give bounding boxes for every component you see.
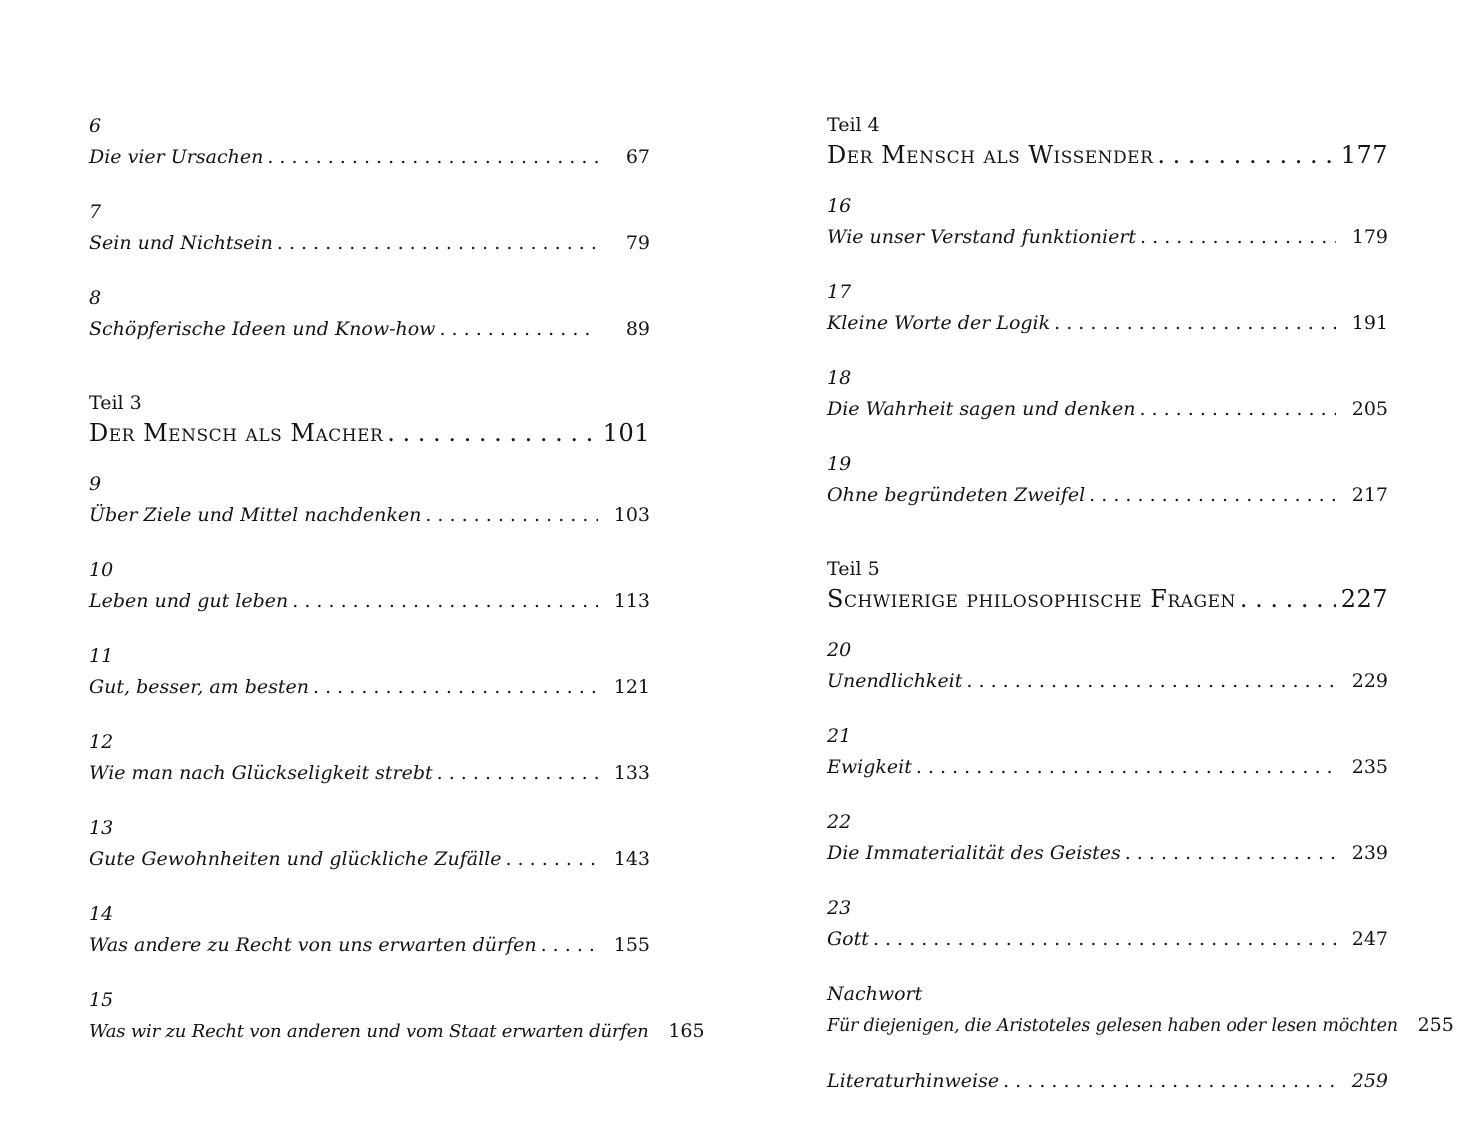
chapter-number: 19 <box>827 453 852 475</box>
afterword-label: Nachwort <box>827 983 923 1005</box>
part-label: Teil 3 <box>89 392 142 414</box>
chapter-title: Ohne begründeten Zweifel <box>827 484 1086 506</box>
dot-leader <box>541 928 598 962</box>
chapter-number: 15 <box>89 989 114 1011</box>
page-number: 79 <box>625 232 650 254</box>
toc-entry <box>827 220 1388 254</box>
dot-leader <box>1139 392 1336 426</box>
chapter-number: 21 <box>827 725 852 747</box>
chapter-title: Die Immaterialität des Geistes <box>827 842 1121 864</box>
page-number: 101 <box>602 419 650 447</box>
toc-entry <box>89 226 650 260</box>
toc-chapter-23[interactable] <box>827 894 1388 956</box>
toc-bibliography[interactable] <box>827 1064 1388 1098</box>
chapter-number: 11 <box>89 645 114 667</box>
toc-entry <box>827 922 1388 956</box>
part-title: Der Mensch als Macher <box>89 419 384 447</box>
toc-chapter-19[interactable] <box>827 450 1388 512</box>
chapter-number: 14 <box>89 903 114 925</box>
toc-chapter-22[interactable] <box>827 808 1388 870</box>
toc-entry <box>827 664 1388 698</box>
dot-leader <box>1240 582 1336 616</box>
page-number: 205 <box>1351 398 1388 420</box>
page-number: 235 <box>1351 756 1388 778</box>
part-title: Schwierige philosophische Fragen <box>827 585 1236 613</box>
chapter-number: 8 <box>89 287 102 309</box>
chapter-number: 10 <box>89 559 114 581</box>
toc-chapter-7[interactable] <box>89 198 650 260</box>
toc-chapter-8[interactable] <box>89 284 650 346</box>
page-number: 227 <box>1340 585 1388 613</box>
chapter-title: Kleine Worte der Logik <box>827 312 1051 334</box>
toc-entry <box>827 1008 1454 1042</box>
chapter-title: Wie man nach Glückseligkeit strebt <box>89 762 433 784</box>
page-number: 155 <box>613 934 650 956</box>
toc-chapter-9[interactable] <box>89 470 650 532</box>
page-number: 217 <box>1351 484 1388 506</box>
chapter-number: 18 <box>827 367 852 389</box>
part-label: Teil 5 <box>827 558 880 580</box>
chapter-title: Ewigkeit <box>827 756 912 778</box>
part-label: Teil 4 <box>827 114 880 136</box>
toc-chapter-21[interactable] <box>827 722 1388 784</box>
dot-leader <box>1054 306 1336 340</box>
toc-chapter-20[interactable] <box>827 636 1388 698</box>
dot-leader <box>505 842 598 876</box>
chapter-number: 20 <box>827 639 852 661</box>
dot-leader <box>387 416 598 450</box>
toc-chapter-10[interactable] <box>89 556 650 618</box>
dot-leader <box>1089 478 1336 512</box>
page-number: 259 <box>1351 1070 1388 1092</box>
page-number: 89 <box>625 318 650 340</box>
dot-leader <box>267 140 598 174</box>
page-number: 247 <box>1351 928 1388 950</box>
chapter-title: Gott <box>827 928 869 950</box>
toc-entry <box>89 498 650 532</box>
afterword-title: Für diejenigen, die Aristoteles gelesen haben oder lesen möchten <box>827 1016 1398 1036</box>
toc-entry <box>89 756 650 790</box>
chapter-title: Wie unser Verstand funktioniert <box>827 226 1137 248</box>
toc-entry <box>827 836 1388 870</box>
dot-leader <box>916 750 1336 784</box>
chapter-title: Über Ziele und Mittel nachdenken <box>89 504 422 526</box>
toc-entry <box>827 392 1388 426</box>
part-title: Der Mensch als Wissender <box>827 141 1154 169</box>
chapter-title: Gut, besser, am besten <box>89 676 310 698</box>
dot-leader <box>437 756 598 790</box>
chapter-title: Schöpferische Ideen und Know-how <box>89 318 436 340</box>
toc-entry <box>89 312 650 346</box>
chapter-number: 22 <box>827 811 852 833</box>
dot-leader <box>1157 138 1336 172</box>
chapter-title: Gute Gewohnheiten und glückliche Zufälle <box>89 848 502 870</box>
chapter-title: Was wir zu Recht von anderen und vom Staat erwarten dürfen <box>89 1021 649 1042</box>
dot-leader <box>966 664 1336 698</box>
page-number: 229 <box>1351 670 1388 692</box>
dot-leader <box>1003 1064 1336 1098</box>
page-number: 177 <box>1340 141 1388 169</box>
dot-leader <box>313 670 598 704</box>
toc-chapter-6[interactable] <box>89 112 650 174</box>
chapter-title: Sein und Nichtsein <box>89 232 273 254</box>
toc-chapter-15[interactable] <box>89 986 705 1048</box>
toc-chapter-17[interactable] <box>827 278 1388 340</box>
page-number: 103 <box>613 504 650 526</box>
toc-entry <box>89 140 650 174</box>
toc-chapter-12[interactable] <box>89 728 650 790</box>
chapter-number: 13 <box>89 817 114 839</box>
toc-right-column <box>827 112 1454 1122</box>
chapter-number: 16 <box>827 195 852 217</box>
dot-leader <box>425 498 598 532</box>
chapter-number: 17 <box>827 281 852 303</box>
toc-left-column <box>89 112 705 1072</box>
chapter-title: Die vier Ursachen <box>89 146 264 168</box>
toc-part-5[interactable] <box>827 556 1388 616</box>
dot-leader <box>439 312 598 346</box>
toc-entry <box>89 842 650 876</box>
chapter-number: 7 <box>89 201 102 223</box>
page-number: 239 <box>1351 842 1388 864</box>
toc-entry <box>827 478 1388 512</box>
chapter-title: Was andere zu Recht von uns erwarten dürfen <box>89 934 537 956</box>
toc-chapter-13[interactable] <box>89 814 650 876</box>
page-number: 113 <box>613 590 650 612</box>
toc-entry <box>89 1014 705 1048</box>
page-number: 255 <box>1417 1014 1454 1036</box>
toc-chapter-18[interactable] <box>827 364 1388 426</box>
dot-leader <box>292 584 598 618</box>
toc-entry <box>827 1064 1388 1098</box>
chapter-number: 9 <box>89 473 102 495</box>
chapter-number: 6 <box>89 115 102 137</box>
part-title-entry <box>827 138 1388 172</box>
dot-leader <box>1140 220 1336 254</box>
toc-chapter-16[interactable] <box>827 192 1388 254</box>
toc-chapter-11[interactable] <box>89 642 650 704</box>
bibliography-title: Literaturhinweise <box>827 1070 1000 1092</box>
page-number: 191 <box>1351 312 1388 334</box>
toc-entry <box>89 670 650 704</box>
page-number: 143 <box>613 848 650 870</box>
chapter-title: Leben und gut leben <box>89 590 289 612</box>
dot-leader <box>873 922 1336 956</box>
page-number: 165 <box>668 1020 705 1042</box>
page-number: 179 <box>1351 226 1388 248</box>
chapter-title: Die Wahrheit sagen und denken <box>827 398 1136 420</box>
toc-entry <box>89 584 650 618</box>
part-title-entry <box>89 416 650 450</box>
toc-chapter-14[interactable] <box>89 900 650 962</box>
chapter-number: 23 <box>827 897 852 919</box>
chapter-number: 12 <box>89 731 114 753</box>
part-title-entry <box>827 582 1388 616</box>
toc-part-4[interactable] <box>827 112 1388 172</box>
toc-part-3[interactable] <box>89 390 650 450</box>
toc-afterword[interactable] <box>827 980 1454 1042</box>
dot-leader <box>277 226 598 260</box>
chapter-title: Unendlichkeit <box>827 670 963 692</box>
toc-entry <box>827 306 1388 340</box>
toc-entry <box>827 750 1388 784</box>
page-number: 67 <box>625 146 650 168</box>
page-number: 121 <box>613 676 650 698</box>
toc-entry <box>89 928 650 962</box>
page-number: 133 <box>613 762 650 784</box>
dot-leader <box>1125 836 1336 870</box>
